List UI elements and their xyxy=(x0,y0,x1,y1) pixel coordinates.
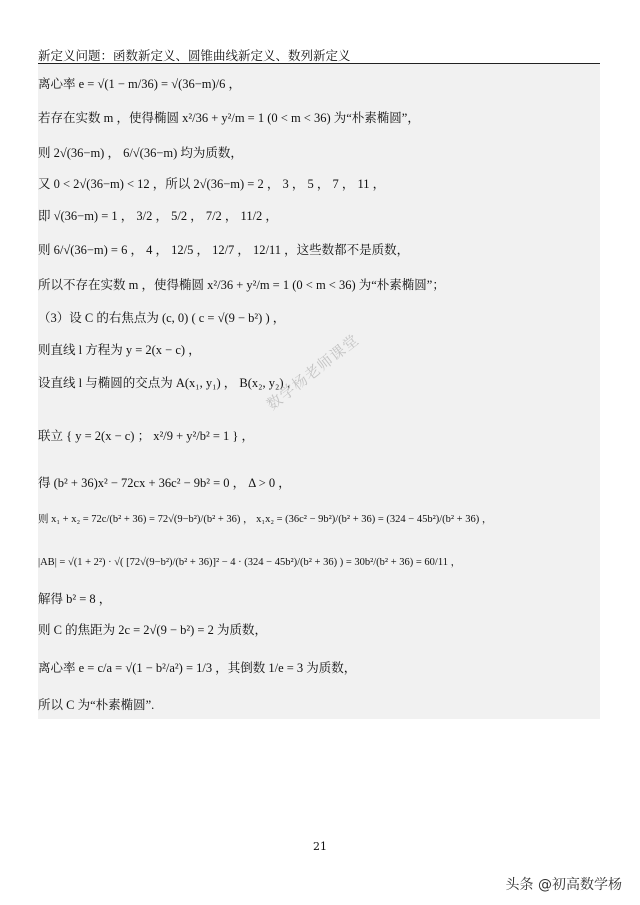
solution-line: |AB| = √(1 + 2²) · √( [72√(9−b²)/(b² + 36)]² − 4 · (324 − 45b²)/(b² + 36) ) = 30b²/(b² + 36) = 60/11 ， xyxy=(38,557,462,568)
brand-watermark: 头条 @初高数学杨 xyxy=(505,877,622,893)
solution-line: 则 2√(36−m) ， 6/√(36−m) 均为质数， xyxy=(38,146,243,160)
solution-line: 解得 b² = 8 ， xyxy=(38,592,112,606)
watermark: 数学杨老师课堂 xyxy=(263,330,363,414)
solution-line: 所以 C 为“朴素椭圆”. xyxy=(38,698,155,712)
solution-line: 离心率 e = √(1 − m/36) = √(36−m)/6 ， xyxy=(38,77,242,91)
solution-line: 设直线 l 与椭圆的交点为 A(x₁, y₁) ， B(x₂, y₂) ， xyxy=(38,376,300,390)
solution-line: 则 C 的焦距为 2c = 2√(9 − b²) = 2 为质数， xyxy=(38,623,267,637)
solution-line: 若存在实数 m ，使得椭圆 x²/36 + y²/m = 1 (0 < m < 36) 为“朴素椭圆”， xyxy=(38,111,420,125)
solution-line: 得 (b² + 36)x² − 72cx + 36c² − 9b² = 0 ， Δ > 0 ， xyxy=(38,476,291,490)
solution-line: 则 x₁ + x₂ = 72c/(b² + 36) = 72√(9−b²)/(b² + 36) ， x₁x₂ = (36c² − 9b²)/(b² + 36) = (324 − 45b²)/(b² + 36) ， xyxy=(38,514,493,525)
page-number: 21 xyxy=(313,840,327,853)
solution-line: 离心率 e = c/a = √(1 − b²/a²) = 1/3 ，其倒数 1/e = 3 为质数， xyxy=(38,661,357,675)
page-header: 新定义问题：函数新定义、圆锥曲线新定义、数列新定义 xyxy=(38,48,351,63)
solution-content-area xyxy=(38,64,600,719)
solution-line: （3）设 C 的右焦点为 (c, 0) ( c = √(9 − b²) ) ， xyxy=(38,311,286,325)
solution-line: 所以不存在实数 m ，使得椭圆 x²/36 + y²/m = 1 (0 < m < 36) 为“朴素椭圆”； xyxy=(38,278,445,292)
solution-line: 即 √(36−m) = 1 ， 3/2 ， 5/2 ， 7/2 ， 11/2 ， xyxy=(38,209,278,223)
solution-line: 则直线 l 方程为 y = 2(x − c) ， xyxy=(38,343,201,357)
solution-line: 又 0 < 2√(36−m) < 12 ，所以 2√(36−m) = 2 ， 3 ， 5 ， 7 ， 11 ， xyxy=(38,177,386,191)
solution-line: 则 6/√(36−m) = 6 ， 4 ， 12/5 ， 12/7 ， 12/11 ，这些数都不是质数， xyxy=(38,243,410,257)
solution-line: 联立 { y = 2(x − c) ； x²/9 + y²/b² = 1 } ， xyxy=(38,429,255,443)
